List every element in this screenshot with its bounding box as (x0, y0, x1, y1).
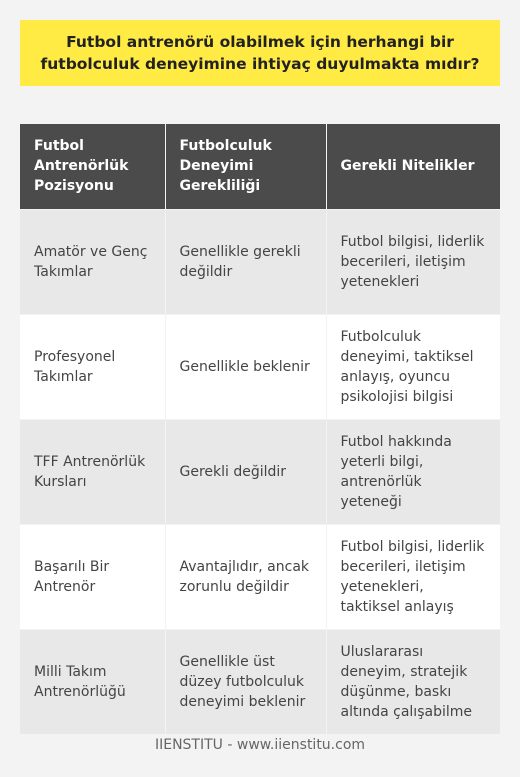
cell-qualifications: Uluslararası deneyim, stratejik düşünme, baskı altında çalışabilme (326, 629, 500, 734)
table-row (20, 419, 500, 524)
cell-position: TFF Antrenörlük Kursları (20, 419, 165, 524)
cell-position: Milli Takım Antrenörlüğü (20, 629, 165, 734)
table-row (20, 629, 500, 734)
cell-qualifications: Futbol hakkında yeterli bilgi, antrenörlük yeteneği (326, 419, 500, 524)
cell-position: Profesyonel Takımlar (20, 314, 165, 419)
header-experience: Futbolculuk Deneyimi Gerekliliği (165, 124, 326, 209)
cell-experience: Avantajlıdır, ancak zorunlu değildir (165, 524, 326, 629)
cell-experience: Genellikle gerekli değildir (165, 209, 326, 314)
cell-qualifications: Futbolculuk deneyimi, taktiksel anlayış, oyuncu psikolojisi bilgisi (326, 314, 500, 419)
question-banner (20, 20, 500, 86)
footer-credit: IIENSTITU - www.iienstitu.com (154, 737, 366, 753)
cell-qualifications: Futbol bilgisi, liderlik becerileri, iletişim yetenekleri (326, 209, 500, 314)
header-position: Futbol Antrenörlük Pozisyonu (20, 124, 165, 209)
cell-experience: Genellikle beklenir (165, 314, 326, 419)
table-row (20, 524, 500, 629)
table-row (20, 209, 500, 314)
table-row (20, 314, 500, 419)
cell-qualifications: Futbol bilgisi, liderlik becerileri, iletişim yetenekleri, taktiksel anlayış (326, 524, 500, 629)
cell-experience: Genellikle üst düzey futbolculuk deneyimi beklenir (165, 629, 326, 734)
banner-title: Futbol antrenörü olabilmek için herhangi bir futbolculuk deneyimine ihtiyaç duyulmakta mıdır? (40, 33, 480, 73)
header-qualifications: Gerekli Nitelikler (326, 124, 500, 209)
cell-position: Amatör ve Genç Takımlar (20, 209, 165, 314)
cell-experience: Gerekli değildir (165, 419, 326, 524)
comparison-table (20, 124, 500, 734)
cell-position: Başarılı Bir Antrenör (20, 524, 165, 629)
table-header-row (20, 124, 500, 209)
